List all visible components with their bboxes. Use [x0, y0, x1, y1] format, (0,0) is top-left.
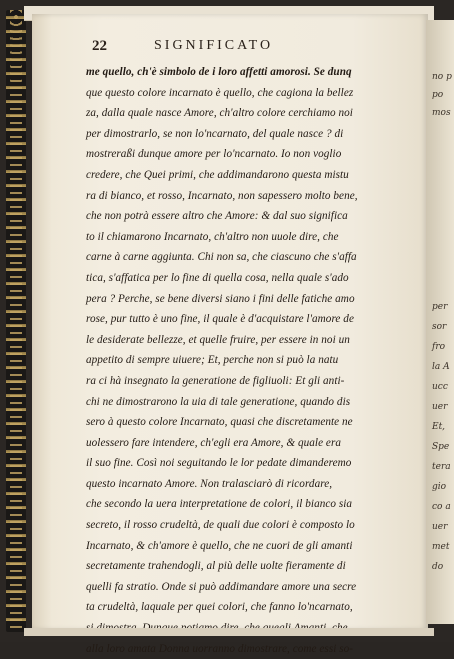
facing-page-fragment: tera: [432, 462, 451, 472]
facing-page-fragment: la A: [432, 362, 450, 372]
text-line: me quello, ch'è simbolo de i loro affetti amorosi. Se dunq: [86, 66, 352, 78]
facing-page-fragment: gio: [432, 482, 447, 492]
facing-page-fragment: Et,: [432, 422, 446, 432]
text-line: carne à carne aggiunta. Chi non sa, che ciascuno che s'affa: [86, 251, 357, 264]
body-text: [86, 62, 412, 659]
facing-page-fragment: do: [432, 562, 444, 572]
text-line: pera ? Perche, se bene diversi siano i fini delle fatiche amo: [86, 292, 355, 305]
text-line: Incarnato, & ch'amore è quello, che ne cuori de gli amanti: [86, 539, 353, 552]
facing-page-fragment: ucc: [432, 382, 448, 392]
text-line: questo incarnato Amore. Non tralasciarò di ricordare,: [86, 477, 333, 490]
facing-page-fragment: uer: [432, 402, 448, 412]
text-line: ta crudeltà, laquale per quei colori, che fanno lo'ncarnato,: [86, 601, 353, 614]
gilt-binding-border: [6, 10, 26, 632]
text-line: rose, pur tutto è uno fine, il quale è d'acquistare l'amore de: [86, 313, 354, 326]
text-line: chi ne dimostrarono la uia di tale generatione, quando dis: [86, 395, 351, 408]
text-line: il suo fine. Così noi seguitando le lor pedate dimanderemo: [86, 457, 352, 470]
text-line: che secondo la uera interpretatione de colori, il bianco sia: [86, 498, 353, 511]
facing-page-fragment: per: [432, 302, 448, 312]
text-line: alla loro amata Donna uorranno dimostrare, come essi so-: [86, 642, 354, 655]
text-line: per dimostrarlo, se non lo'ncarnato, del quale nasce ? di: [86, 127, 344, 140]
text-line: uolessero fare intendere, ch'egli era Amore, & quale era: [86, 436, 341, 449]
facing-page-fragment: Spe: [432, 442, 450, 452]
page-header: [92, 38, 392, 58]
text-line: secreto, il rosso crudeltà, de quali due colori è composto lo: [86, 519, 355, 532]
facing-page-fragment: met: [432, 542, 450, 552]
facing-page-fragment: sor: [432, 322, 447, 332]
text-line: quelli fa stratio. Onde si può addimandare amore una secre: [86, 580, 357, 593]
facing-page-fragment: po: [432, 90, 444, 100]
text-line: to il chiamarono Incarnato, ch'altro non uuole dire, che: [86, 230, 339, 243]
facing-page-edge: [426, 20, 454, 624]
text-line: ra di bianco, et rosso, Incarnato, non sapessero molto bene,: [86, 189, 358, 202]
text-line: appetito di sempre uiuere; Et, perche non si può la natu: [86, 354, 339, 367]
text-line: sero à questo colore Incarnato, quasi che discretamente ne: [86, 416, 353, 429]
facing-page-fragment: co a: [432, 502, 451, 512]
running-head: SIGNIFICATO: [154, 38, 274, 53]
page-edge-bottom: [24, 628, 434, 636]
text-line: ra ci hà insegnato la generatione de figliuoli: Et gli anti-: [86, 374, 345, 387]
text-line: credere, che Quei primi, che addimandarono questa mistu: [86, 168, 349, 181]
text-line: mostreraßi dunque amore per lo'ncarnato. Io non voglio: [86, 148, 342, 161]
folio-number: 22: [92, 38, 107, 54]
text-line: que questo colore incarnato è quello, che cagiona la bellez: [86, 86, 354, 99]
facing-page-fragment: no p: [432, 72, 452, 82]
text-line: secretamente trahendogli, al più delle uolte fieramente di: [86, 560, 346, 573]
facing-page-fragment: fro: [432, 342, 446, 352]
text-line: za, dalla quale nasce Amore, ch'altro colore cerchiamo noi: [86, 107, 353, 120]
text-line: le desiderate bellezze, et quelle fruire, per essere in noi un: [86, 333, 350, 346]
text-line: tica, s'affatica per lo fine di quella cosa, nella quale s'ado: [86, 271, 349, 284]
facing-page-fragment: uer: [432, 522, 448, 532]
facing-page-fragment: mos: [432, 108, 451, 118]
text-line: che non potrà essere altro che Amore: & dal suo significa: [86, 210, 348, 223]
